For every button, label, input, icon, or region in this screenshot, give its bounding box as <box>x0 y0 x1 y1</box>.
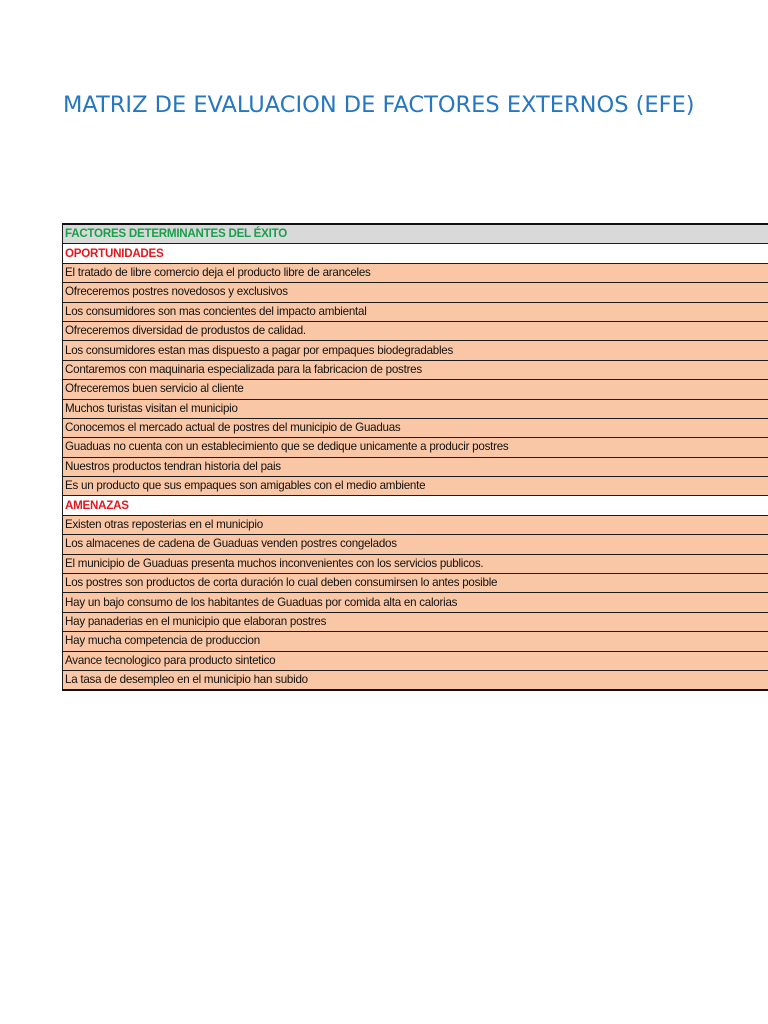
table-row <box>63 341 768 360</box>
factor-cell: Contaremos con maquinaria especializada para la fabricacion de postres <box>63 360 768 379</box>
table-row <box>63 477 768 496</box>
factor-cell: Es un producto que sus empaques son amigables con el medio ambiente <box>63 477 768 496</box>
table-row <box>63 554 768 573</box>
table-header-cell: FACTORES DETERMINANTES DEL ÉXITO <box>63 224 768 244</box>
table-row <box>63 535 768 554</box>
table-row <box>63 457 768 476</box>
factor-cell: Los postres son productos de corta duración lo cual deben consumirsen lo antes posible <box>63 574 768 593</box>
factor-cell: Ofreceremos buen servicio al cliente <box>63 380 768 399</box>
factor-cell: Los consumidores estan mas dispuesto a pagar por empaques biodegradables <box>63 341 768 360</box>
factor-cell: Existen otras reposterias en el municipio <box>63 515 768 534</box>
efe-matrix-table <box>62 223 768 691</box>
factor-cell: Conocemos el mercado actual de postres del municipio de Guaduas <box>63 418 768 437</box>
table-row <box>63 632 768 651</box>
section-row-amenazas <box>63 496 768 515</box>
table-row <box>63 574 768 593</box>
table-row <box>63 399 768 418</box>
table-row <box>63 360 768 379</box>
factor-cell: Muchos turistas visitan el municipio <box>63 399 768 418</box>
section-label: AMENAZAS <box>63 496 768 515</box>
factor-cell: El municipio de Guaduas presenta muchos inconvenientes con los servicios publicos. <box>63 554 768 573</box>
factor-cell: Ofreceremos postres novedosos y exclusivos <box>63 283 768 302</box>
table-row <box>63 263 768 282</box>
factor-cell: Hay panaderias en el municipio que elaboran postres <box>63 612 768 631</box>
section-label: OPORTUNIDADES <box>63 244 768 263</box>
factor-cell: La tasa de desempleo en el municipio han subido <box>63 670 768 690</box>
table-row <box>63 515 768 534</box>
table-row <box>63 593 768 612</box>
section-row-oportunidades <box>63 244 768 263</box>
table-row <box>63 651 768 670</box>
page-title: MATRIZ DE EVALUACION DE FACTORES EXTERNOS (EFE) <box>63 92 695 118</box>
factor-cell: Ofreceremos diversidad de produstos de calidad. <box>63 321 768 340</box>
table-header-row <box>63 224 768 244</box>
table-row <box>63 670 768 690</box>
factor-cell: Hay mucha competencia de produccion <box>63 632 768 651</box>
table-row <box>63 612 768 631</box>
factor-cell: Hay un bajo consumo de los habitantes de Guaduas por comida alta en calorias <box>63 593 768 612</box>
table-row <box>63 418 768 437</box>
table-row <box>63 380 768 399</box>
table-row <box>63 283 768 302</box>
factor-cell: Guaduas no cuenta con un establecimiento que se dedique unicamente a producir postres <box>63 438 768 457</box>
table-row <box>63 438 768 457</box>
table-row <box>63 321 768 340</box>
factor-cell: El tratado de libre comercio deja el producto libre de aranceles <box>63 263 768 282</box>
factor-cell: Los almacenes de cadena de Guaduas venden postres congelados <box>63 535 768 554</box>
table-row <box>63 302 768 321</box>
factor-cell: Nuestros productos tendran historia del pais <box>63 457 768 476</box>
factor-cell: Avance tecnologico para producto sintetico <box>63 651 768 670</box>
factor-cell: Los consumidores son mas concientes del impacto ambiental <box>63 302 768 321</box>
